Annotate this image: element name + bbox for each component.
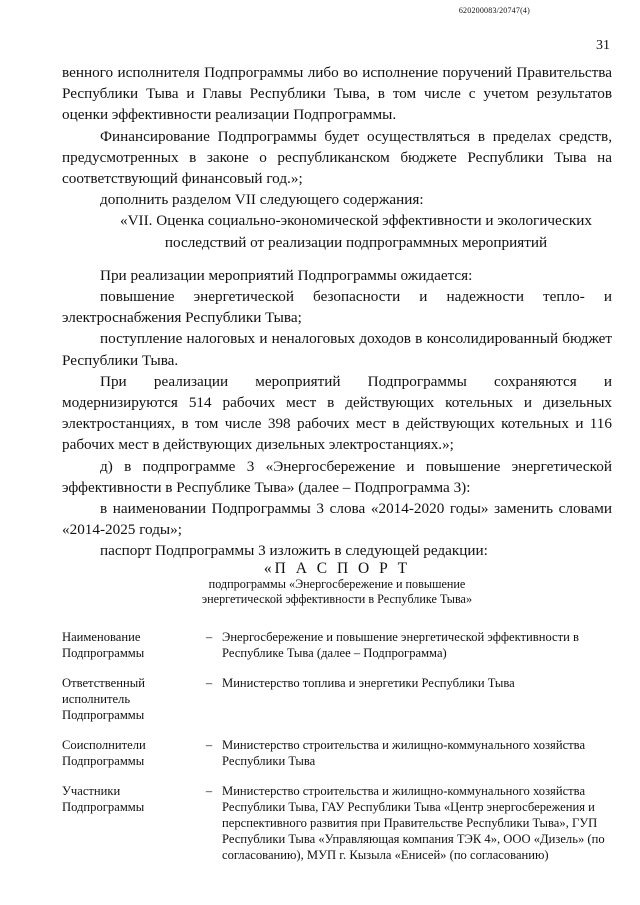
paragraph-subprogram3: д) в подпрограмме 3 «Энергосбережение и повышение энергетической эффективности в Республике Тыва» (далее – Подпрограмма 3): [62, 457, 612, 496]
row-label: Ответственный исполнитель Подпрограммы [62, 676, 145, 722]
paragraph-jobs: При реализации мероприятий Подпрограммы сохраняются и модернизируются 514 рабочих мест в действующих котельных и дизельных электростанциях, в том числе 398 рабочих мест в действующих котельных и 116 рабочих мест в действующих дизельных электростанциях.»; [62, 372, 612, 454]
row-value: Министерство строительства и жилищно-коммунального хозяйства Республики Тыва [222, 738, 586, 768]
passport-block [62, 560, 612, 877]
paragraph-security: повышение энергетической безопасности и надежности тепло- и электроснабжения Республики Тыва; [62, 288, 612, 327]
row-dash: – [205, 630, 213, 644]
row-label: Наименование Подпрограммы [62, 630, 145, 660]
document-id: 620200083/20747(4) [458, 6, 530, 15]
paragraph-expected: При реализации мероприятий Подпрограммы ожидается: [100, 266, 473, 284]
paragraph-continuation: венного исполнителя Подпрограммы либо во исполнение поручений Правительства Республики Тыва и Главы Республики Тыва, в том числе с учетом результатов оценки эффективности реализации Подпрограммы. [62, 64, 612, 124]
paragraph-passport-intro: паспорт Подпрограммы 3 изложить в следующей редакции: [100, 542, 488, 560]
document-body [62, 62, 612, 562]
row-dash: – [205, 676, 213, 690]
row-dash: – [205, 784, 213, 798]
passport-subtitle-line2: энергетической эффективности в Республике Тыва» [201, 592, 473, 606]
paragraph-tax: поступление налоговых и неналоговых доходов в консолидированный бюджет Республики Тыва. [62, 330, 612, 369]
row-value: Министерство строительства и жилищно-коммунального хозяйства Республики Тыва, ГАУ Республики Тыва «Центр энергосбережения и перспективного развития при Правительстве Республики Тыва», ГУП Республики Тыва «Управляющая компания ТЭК 4», ООО «Дизель» (по согласованию), МУП г. Кызыла «Енисей» (по согласованию) [222, 784, 605, 862]
row-value: Энергосбережение и повышение энергетической эффективности в Республике Тыва (далее – Подпрограмма) [222, 630, 579, 660]
paragraph-add-section: дополнить разделом VII следующего содержания: [100, 191, 424, 209]
row-label: Соисполнители Подпрограммы [62, 738, 146, 768]
passport-table [62, 629, 612, 877]
spacer [62, 253, 612, 265]
table-row [62, 783, 612, 877]
paragraph-rename: в наименовании Подпрограммы 3 слова «2014-2020 годы» заменить словами «2014-2025 годы»; [62, 500, 612, 539]
row-dash: – [205, 738, 213, 752]
passport-heading: «П А С П О Р Т [263, 560, 411, 577]
section-heading-line1: «VII. Оценка социально-экономической эффективности и экологических [119, 212, 593, 230]
table-row [62, 737, 612, 783]
table-row [62, 675, 612, 737]
row-label: Участники Подпрограммы [62, 784, 145, 814]
passport-subtitle-line1: подпрограммы «Энергосбережение и повышение [208, 577, 466, 591]
table-row [62, 629, 612, 675]
row-value: Министерство топлива и энергетики Республики Тыва [222, 676, 515, 690]
paragraph-financing: Финансирование Подпрограммы будет осуществляться в пределах средств, предусмотренных в законе о республиканском бюджете Республики Тыва на соответствующий финансовый год.»; [62, 127, 612, 188]
section-heading-line2: последствий от реализации подпрограммных мероприятий [164, 233, 548, 251]
section-heading [62, 210, 612, 252]
passport-title [62, 560, 612, 607]
page-number: 31 [596, 38, 610, 53]
